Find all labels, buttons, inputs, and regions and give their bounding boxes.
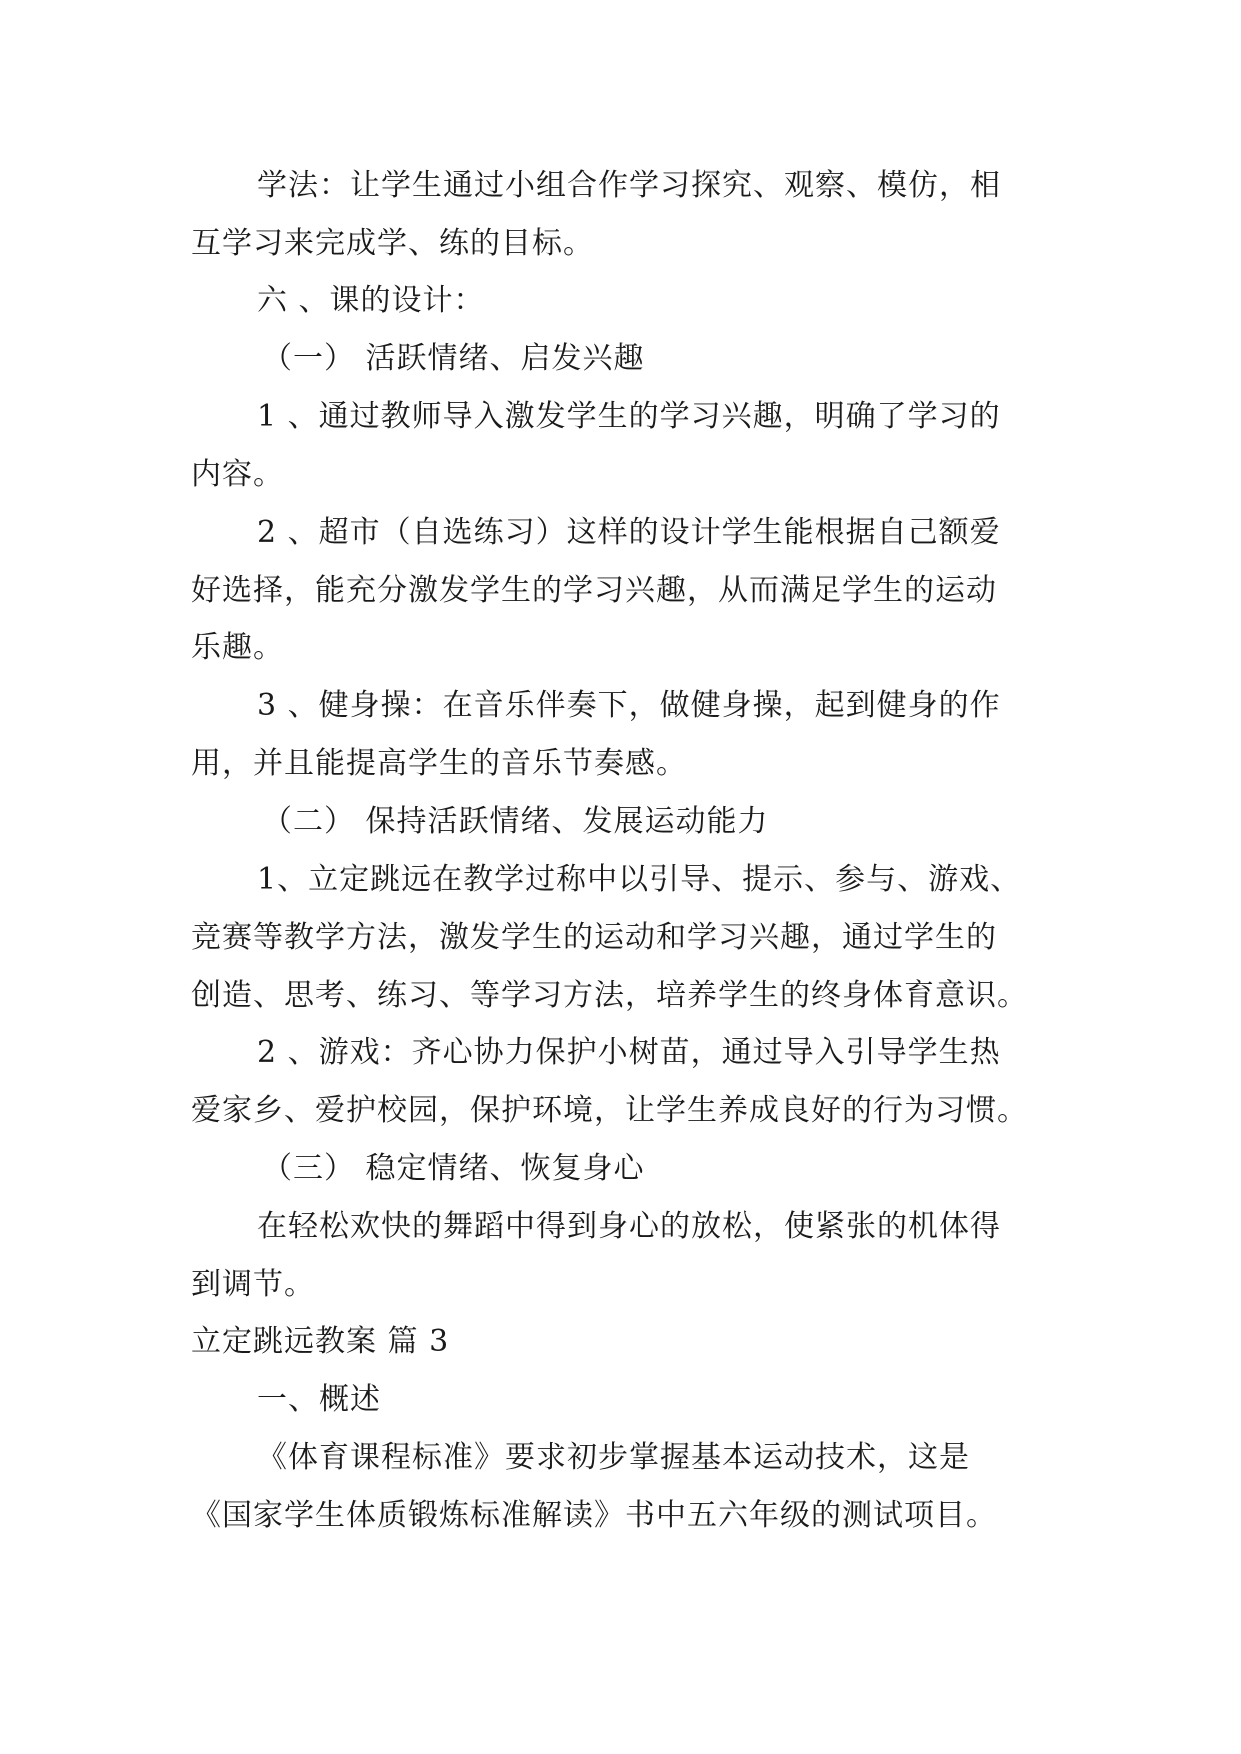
paragraph-line: 好选择，能充分激发学生的学习兴趣，从而满足学生的运动 — [191, 573, 997, 608]
paragraph-line: 2 、超市（自选练习）这样的设计学生能根据自己额爱 — [257, 515, 1001, 550]
subsection-heading: （三） 稳定情绪、恢复身心 — [262, 1151, 645, 1186]
section-heading: 一、概述 — [257, 1382, 381, 1417]
paragraph-line: 在轻松欢快的舞蹈中得到身心的放松，使紧张的机体得 — [257, 1209, 1001, 1244]
paragraph-line: 《体育课程标准》要求初步掌握基本运动技术，这是 — [257, 1440, 970, 1475]
paragraph-line: 1、立定跳远在教学过称中以引导、提示、参与、游戏、 — [257, 862, 1022, 897]
paragraph-line: 乐趣。 — [191, 630, 284, 665]
paragraph-line: 竞赛等教学方法，激发学生的运动和学习兴趣，通过学生的 — [191, 920, 997, 955]
section-heading: 六 、课的设计： — [257, 283, 485, 318]
lesson-title: 立定跳远教案 篇 3 — [191, 1324, 450, 1359]
paragraph-line: 创造、思考、练习、等学习方法，培养学生的终身体育意识。 — [191, 978, 1028, 1013]
paragraph-line: 到调节。 — [191, 1267, 315, 1302]
paragraph-line: 学法：让学生通过小组合作学习探究、观察、模仿，相 — [257, 168, 1001, 203]
paragraph-line: 2 、游戏：齐心协力保护小树苗，通过导入引导学生热 — [257, 1035, 1001, 1070]
paragraph-line: 3 、健身操：在音乐伴奏下，做健身操，起到健身的作 — [257, 688, 1001, 723]
paragraph-line: 内容。 — [191, 457, 284, 492]
subsection-heading: （二） 保持活跃情绪、发展运动能力 — [262, 804, 769, 839]
paragraph-line: 1 、通过教师导入激发学生的学习兴趣，明确了学习的 — [257, 399, 1001, 434]
paragraph-line: 爱家乡、爱护校园，保护环境，让学生养成良好的行为习惯。 — [191, 1093, 1028, 1128]
subsection-heading: （一） 活跃情绪、启发兴趣 — [262, 341, 645, 376]
paragraph-line: 用，并且能提高学生的音乐节奏感。 — [191, 746, 687, 781]
paragraph-line: 《国家学生体质锻炼标准解读》书中五六年级的测试项目。 — [191, 1498, 997, 1533]
paragraph-line: 互学习来完成学、练的目标。 — [191, 226, 594, 261]
